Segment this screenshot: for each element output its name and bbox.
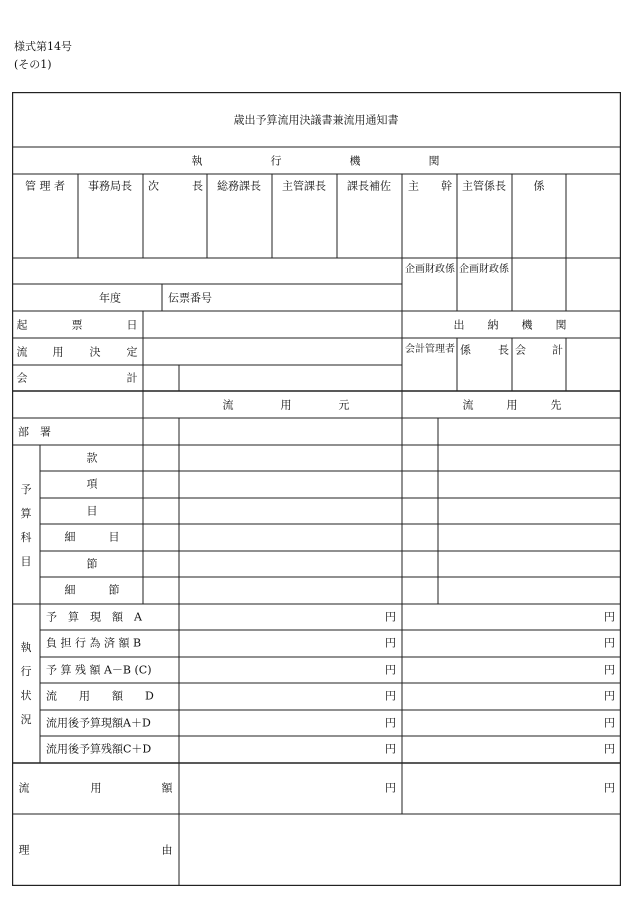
exec-committed: 負 担 行 為 済 額 B — [46, 636, 142, 650]
accounting-char-2: 計 — [126, 371, 138, 385]
budget-kan: 款 — [86, 451, 98, 465]
budget-saisetsu: 細 節 — [64, 583, 120, 597]
approver-shukankacho: 主管課長 — [282, 179, 326, 193]
approver-kanrisha: 管 理 者 — [25, 179, 65, 193]
approver-somukacho: 総務課長 — [217, 179, 261, 193]
exec-org-char-2: 行 — [270, 154, 282, 168]
source-char-1: 流 — [222, 398, 234, 412]
budget-ko: 項 — [86, 477, 98, 491]
transfer-total-char-2: 用 — [90, 781, 102, 795]
transfer-decision-char-3: 決 — [89, 345, 101, 359]
transfer-decision-char-2: 用 — [52, 345, 64, 359]
drafted-date-char-2: 票 — [71, 318, 83, 332]
exec-org-char-4: 関 — [428, 154, 440, 168]
drafted-date-char-3: 日 — [126, 318, 138, 332]
slip-number-label: 伝票番号 — [168, 291, 212, 305]
exec-group-char-4: 況 — [20, 713, 32, 726]
accounting-kai: 会 — [515, 343, 526, 357]
yen-transfer-dest: 円 — [604, 781, 615, 795]
exec-after-current: 流用後予算現額A＋D — [46, 716, 151, 730]
treasury-char-4: 関 — [555, 318, 567, 332]
approver-shu: 主 — [408, 179, 419, 193]
budget-group-char-4: 目 — [20, 555, 32, 568]
execution-status-group — [21, 642, 32, 738]
transfer-decision-char-4: 定 — [126, 345, 138, 359]
form-grid — [12, 92, 621, 886]
yen-dest-1: 円 — [604, 610, 615, 624]
yen-dest-5: 円 — [604, 716, 615, 730]
approver-shukankakaricho: 主管係長 — [462, 179, 506, 193]
budget-group-char-3: 科 — [20, 531, 32, 544]
yen-source-3: 円 — [385, 663, 396, 677]
yen-transfer-source: 円 — [385, 781, 396, 795]
chief-cho: 長 — [498, 343, 509, 357]
yen-dest-4: 円 — [604, 689, 615, 703]
dest-char-3: 先 — [550, 398, 562, 412]
chief-kakari: 係 — [460, 343, 471, 357]
treasury-char-1: 出 — [453, 318, 465, 332]
yen-source-1: 円 — [385, 610, 396, 624]
transfer-decision-char-1: 流 — [16, 345, 28, 359]
yen-source-5: 円 — [385, 716, 396, 730]
exec-group-char-3: 状 — [20, 689, 32, 702]
budget-setsu: 節 — [86, 557, 98, 571]
dest-char-1: 流 — [462, 398, 474, 412]
yen-dest-2: 円 — [604, 636, 615, 650]
drafted-date-char-1: 起 — [16, 318, 28, 332]
transfer-total-char-3: 額 — [161, 781, 173, 795]
accounting-kei: 計 — [552, 343, 563, 357]
planning-finance-label-1: 企画財政係 — [405, 264, 455, 275]
approver-cho: 長 — [192, 179, 203, 193]
yen-dest-3: 円 — [604, 663, 615, 677]
exec-group-char-1: 執 — [20, 641, 32, 654]
budget-group-char-1: 予 — [20, 483, 32, 496]
department-label: 部 署 — [18, 425, 51, 439]
treasury-char-3: 機 — [521, 318, 533, 332]
yen-source-6: 円 — [385, 742, 396, 756]
exec-org-char-1: 執 — [191, 154, 203, 168]
appropriation-transfer-form — [12, 92, 621, 886]
treasury-char-2: 納 — [487, 318, 499, 332]
dest-char-2: 用 — [506, 398, 518, 412]
planning-finance-label-2: 企画財政係 — [459, 264, 509, 275]
budget-moku: 目 — [86, 504, 98, 518]
exec-group-char-2: 行 — [20, 665, 32, 678]
form-subtitle: (その1) — [14, 58, 52, 71]
reason-char-1: 理 — [18, 843, 30, 857]
approver-kakari: 係 — [533, 179, 545, 193]
exec-org-char-3: 機 — [349, 154, 361, 168]
source-char-3: 元 — [338, 398, 350, 412]
exec-after-remaining: 流用後予算残額C＋D — [46, 742, 152, 756]
fiscal-year-label: 年度 — [99, 291, 121, 305]
approver-jimukyokucho: 事務局長 — [88, 179, 132, 193]
yen-dest-6: 円 — [604, 742, 615, 756]
source-char-2: 用 — [280, 398, 292, 412]
form-title: 歳出予算流用決議書兼流用通知書 — [233, 113, 399, 127]
exec-transfer-amount: 流 用 額 D — [46, 689, 154, 703]
transfer-total-char-1: 流 — [18, 781, 30, 795]
reason-char-2: 由 — [161, 843, 173, 857]
accounting-manager-label: 会計管理者 — [405, 344, 455, 355]
approver-kan: 幹 — [441, 179, 452, 193]
yen-source-4: 円 — [385, 689, 396, 703]
yen-source-2: 円 — [385, 636, 396, 650]
exec-budget-remaining: 予 算 残 額 A－B (C) — [46, 663, 152, 677]
exec-budget-current: 予 算 現 額 A — [46, 610, 142, 624]
accounting-char-1: 会 — [16, 371, 28, 385]
budget-category-group — [21, 484, 32, 580]
budget-saimoku: 細 目 — [64, 530, 120, 544]
form-number: 様式第14号 — [14, 40, 72, 53]
approver-kachohosa: 課長補佐 — [347, 179, 391, 193]
approver-ji: 次 — [148, 179, 159, 193]
budget-group-char-2: 算 — [20, 507, 32, 520]
